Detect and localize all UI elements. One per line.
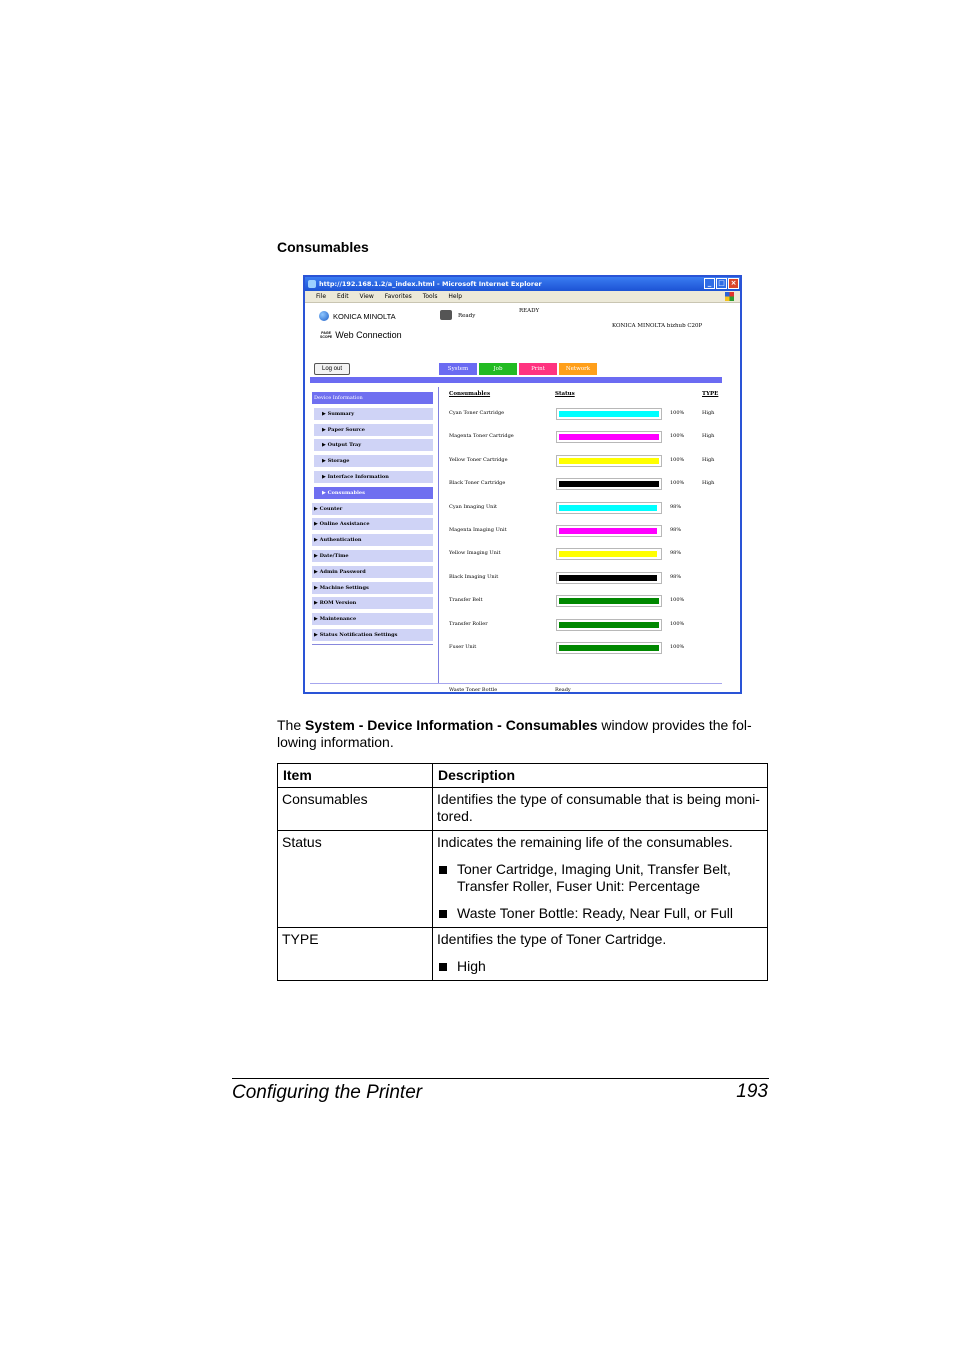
sidebar-item[interactable]: ▶ ROM Version — [312, 597, 433, 609]
consumable-level-bar — [556, 478, 662, 490]
sidebar-item[interactable]: ▶ Date/Time — [312, 550, 433, 562]
table-row — [278, 788, 768, 831]
consumable-type: High — [702, 410, 715, 416]
menu-view[interactable]: View — [359, 293, 374, 300]
browser-titlebar — [305, 277, 740, 291]
web-connection-label: Web Connection — [335, 330, 402, 340]
web-connection-page — [305, 303, 740, 692]
consumable-percent: 98% — [670, 527, 682, 533]
bullet-text: High — [457, 958, 486, 974]
table-row — [278, 928, 768, 981]
consumable-level-bar — [556, 619, 662, 631]
sidebar-item[interactable]: ▶ Machine Settings — [312, 582, 433, 594]
consumable-percent: 98% — [670, 503, 682, 510]
consumable-percent: 100% — [670, 597, 685, 604]
description-cell — [433, 928, 768, 981]
table-row — [278, 831, 768, 928]
logout-button[interactable]: Log out — [314, 363, 350, 375]
printer-status: Ready — [458, 313, 476, 319]
consumable-percent: 100% — [670, 410, 685, 416]
consumable-name: Black Toner Cartridge — [449, 480, 506, 487]
consumable-percent: 98% — [670, 573, 682, 580]
consumable-name: Magenta Imaging Unit — [449, 527, 507, 533]
sidebar-item[interactable]: ▶ Summary — [314, 408, 433, 420]
sidebar-item[interactable]: ▶ Admin Password — [312, 566, 433, 578]
item-cell: Status — [278, 831, 433, 928]
consumable-type: High — [702, 433, 715, 440]
consumable-percent: 100% — [670, 620, 685, 627]
consumable-percent: 100% — [670, 433, 685, 440]
consumable-level-bar — [556, 525, 662, 537]
sidebar-divider — [312, 644, 433, 645]
consumable-percent: 100% — [670, 644, 685, 650]
consumable-name: Yellow Toner Cartridge — [449, 456, 508, 463]
item-cell: Consumables — [278, 788, 433, 831]
square-bullet-icon — [439, 910, 447, 918]
footer-title: Configuring the Printer — [232, 1082, 423, 1103]
browser-title: http://192.168.1.2/a_index.html - Microsoft Internet Explorer — [319, 280, 542, 288]
menu-help[interactable]: Help — [448, 293, 463, 300]
sidebar-item[interactable]: ▶ Output Tray — [314, 439, 433, 451]
sidebar-item[interactable]: ▶ Online Assistance — [312, 518, 433, 530]
consumable-type: High — [702, 456, 715, 463]
consumable-level-bar — [556, 455, 662, 467]
consumable-name: Fuser Unit — [449, 644, 477, 650]
description-text: Indicates the remaining life of the consumables. — [437, 834, 733, 850]
printer-icon — [440, 310, 452, 320]
description-cell — [433, 788, 768, 831]
sidebar-item[interactable]: ▶ Consumables — [314, 487, 433, 499]
consumable-level-fill — [559, 458, 659, 464]
waste-toner-status: Ready — [555, 687, 571, 693]
menu-tools[interactable]: Tools — [422, 293, 438, 300]
bullet-text: Waste Toner Bottle: Ready, Near Full, or Full — [457, 905, 733, 921]
consumable-level-fill — [559, 598, 659, 604]
consumable-name: Magenta Toner Cartridge — [449, 433, 514, 440]
sidebar-item[interactable]: ▶ Authentication — [312, 534, 433, 546]
description-text: Identifies the type of consumable that is being moni-tored. — [437, 791, 760, 824]
table-header-description: Description — [433, 764, 768, 788]
item-cell: TYPE — [278, 928, 433, 981]
maximize-button[interactable]: □ — [716, 278, 727, 289]
consumable-level-bar — [556, 431, 662, 443]
description-text: Identifies the type of Toner Cartridge. — [437, 931, 667, 947]
consumable-level-bar — [556, 408, 662, 420]
consumable-name: Transfer Belt — [449, 597, 483, 604]
sidebar-item[interactable]: Device Information — [312, 392, 433, 404]
bullet-item — [437, 958, 763, 975]
menu-edit[interactable]: Edit — [336, 293, 349, 300]
tab-print[interactable]: Print — [519, 363, 557, 375]
intro-paragraph: The System - Device Information - Consumables window provides the fol-lowing information. — [277, 717, 752, 750]
internet-explorer-icon — [308, 280, 316, 288]
bullet-item — [437, 861, 763, 895]
consumable-level-fill — [559, 575, 657, 581]
consumable-level-bar — [556, 595, 662, 607]
sidebar-item[interactable]: ▶ Maintenance — [312, 613, 433, 625]
consumable-level-bar — [556, 642, 662, 654]
browser-window-screenshot — [303, 275, 742, 694]
close-button[interactable]: × — [728, 278, 739, 289]
square-bullet-icon — [439, 866, 447, 874]
table-header-item: Item — [278, 764, 433, 788]
footer-rule — [232, 1078, 769, 1079]
consumable-level-fill — [559, 551, 657, 557]
consumable-name: Transfer Roller — [449, 620, 488, 627]
sidebar-nav — [312, 392, 433, 645]
square-bullet-icon — [439, 963, 447, 971]
sidebar-item[interactable]: ▶ Storage — [314, 455, 433, 467]
footer-bar — [310, 683, 722, 684]
consumable-level-fill — [559, 505, 657, 511]
waste-toner-label: Waste Toner Bottle — [449, 687, 498, 693]
windows-logo-icon — [725, 292, 734, 301]
description-table — [277, 763, 768, 981]
consumable-name: Cyan Imaging Unit — [449, 503, 497, 510]
section-title: Consumables — [277, 239, 369, 255]
sidebar-item[interactable]: ▶ Interface Information — [314, 471, 433, 483]
consumable-level-bar — [556, 502, 662, 514]
column-divider — [438, 387, 439, 683]
tab-job[interactable]: Job — [479, 363, 517, 375]
consumable-name: Black Imaging Unit — [449, 573, 499, 580]
bullet-text: Toner Cartridge, Imaging Unit, Transfer Belt, Transfer Roller, Fuser Unit: Percentage — [457, 861, 731, 894]
consumable-name: Cyan Toner Cartridge — [449, 410, 505, 416]
globe-icon — [319, 311, 329, 321]
menu-favorites[interactable]: Favorites — [384, 293, 412, 300]
pagescope-logo: PAGE SCOPE Web Connection — [320, 330, 402, 340]
panel-status: READY — [519, 308, 540, 314]
tab-system[interactable]: System — [439, 363, 477, 375]
sidebar-item[interactable]: ▶ Status Notification Settings — [312, 629, 433, 641]
col-type[interactable]: TYPE — [702, 391, 719, 397]
page-number: 193 — [736, 1081, 768, 1102]
consumable-level-bar — [556, 548, 662, 560]
bullet-item — [437, 905, 763, 922]
consumable-level-fill — [559, 622, 659, 628]
sidebar-item[interactable]: ▶ Paper Source — [314, 424, 433, 436]
description-cell — [433, 831, 768, 928]
consumable-percent: 98% — [670, 550, 682, 557]
consumable-type: High — [702, 480, 715, 487]
model-name: KONICA MINOLTA bizhub C20P — [612, 323, 703, 329]
consumable-level-fill — [559, 411, 659, 417]
konica-minolta-logo: KONICA MINOLTA — [319, 311, 396, 321]
col-status[interactable]: Status — [555, 391, 575, 397]
col-consumables[interactable]: Consumables — [449, 391, 491, 397]
consumable-level-fill — [559, 645, 659, 651]
consumable-level-fill — [559, 481, 659, 487]
consumable-level-bar — [556, 572, 662, 584]
consumable-level-fill — [559, 434, 659, 440]
minimize-button[interactable]: _ — [704, 278, 715, 289]
consumable-name: Yellow Imaging Unit — [449, 550, 501, 557]
browser-menubar — [305, 291, 740, 303]
consumable-percent: 100% — [670, 456, 685, 463]
menu-file[interactable]: File — [316, 293, 327, 300]
sidebar-item[interactable]: ▶ Counter — [312, 503, 433, 515]
consumable-level-fill — [559, 528, 657, 534]
consumable-percent: 100% — [670, 480, 685, 487]
header-bar — [310, 377, 722, 383]
tab-network[interactable]: Network — [559, 363, 597, 375]
